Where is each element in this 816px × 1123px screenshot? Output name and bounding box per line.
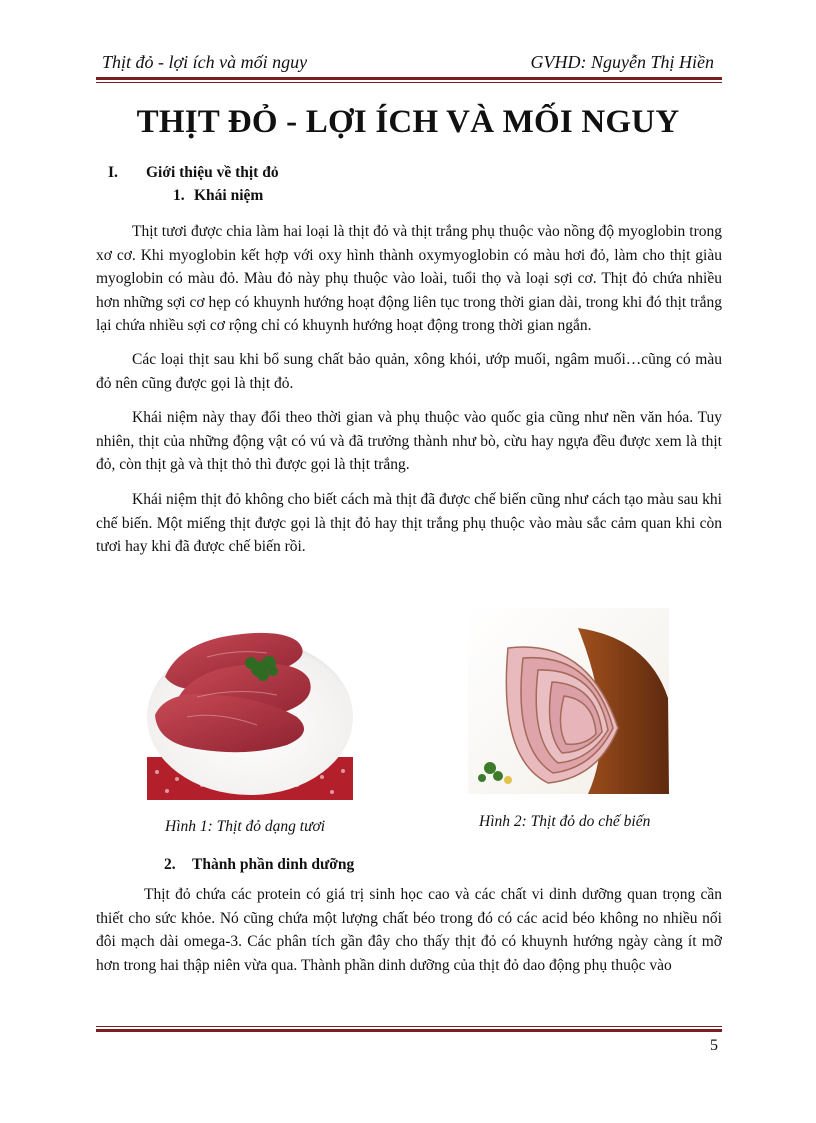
raw-meat-photo: [147, 607, 353, 800]
paragraph: Thịt đỏ chứa các protein có giá trị sinh học cao và các chất vi dinh dưỡng quan trọng cần thiết cho sức khỏe. Nó cũng chứa một lượng chất béo trong đó có các acid béo không no nhiều nối đôi mạch dài omega-3. Các phân tích gần đây cho thấy thịt đỏ có khuynh hướng ngày càng ít mỡ hơn trong hai thập niên vừa qua. Thành phần dinh dưỡng của thịt đỏ dao động phụ thuộc vào: [96, 886, 722, 974]
page-number: 5: [710, 1037, 718, 1054]
processed-ham-photo: [468, 608, 669, 794]
subsection-number: 2.: [164, 856, 176, 873]
footer-rule-thin: [96, 1026, 722, 1027]
footer-rule-thick: [96, 1029, 722, 1032]
section-number: I.: [108, 164, 118, 181]
subsection-number: 1.: [173, 187, 185, 204]
subsection-heading: Khái niệm: [194, 187, 264, 204]
paragraph: Khái niệm thịt đỏ không cho biết cách mà thịt đã được chế biến cũng như cách tạo màu sau khi chế biến. Một miếng thịt được gọi là thịt đỏ hay thịt trắng phụ thuộc vào màu sắc cảm quan khi còn tươi hay khi đã được chế biến rồi.: [96, 491, 722, 555]
figure-caption: Hình 1: Thịt đỏ dạng tươi: [165, 818, 326, 835]
header-rule-thin: [96, 82, 722, 83]
figure-caption: Hình 2: Thịt đỏ do chế biến: [479, 813, 651, 830]
page-title: THỊT ĐỎ - LỢI ÍCH VÀ MỐI NGUY: [136, 104, 680, 140]
header-rule-thick: [96, 77, 722, 80]
page-header: [96, 50, 718, 76]
paragraph: Khái niệm này thay đổi theo thời gian và phụ thuộc vào quốc gia cũng như nền văn hóa. Tuy nhiên, thịt của những động vật có vú và đã trưởng thành như bò, cừu hay ngựa đều được xem là thịt đỏ, còn thịt gà và thịt thỏ thì được gọi là thịt trắng.: [96, 409, 722, 473]
paragraph: Các loại thịt sau khi bổ sung chất bảo quản, xông khói, ướp muối, ngâm muối…cũng có màu đỏ nên cũng được gọi là thịt đỏ.: [96, 351, 722, 392]
paragraph: Thịt tươi được chia làm hai loại là thịt đỏ và thịt trắng phụ thuộc vào nồng độ myoglobin trong xơ cơ. Khi myoglobin kết hợp với oxy hình thành oxymyoglobin có màu hơi đỏ, làm cho thịt giàu myoglobin có màu đỏ. Màu đỏ này phụ thuộc vào loài, tuổi thọ và loại sợi cơ. Thịt đỏ chứa nhiều hơn những sợi cơ hẹp có khuynh hướng hoạt động liên tục trong thời gian dài, trong khi đó thịt trắng lại chứa nhiều sợi cơ rộng chỉ có khuynh hướng hoạt động trong thời gian ngắn.: [96, 223, 722, 334]
header-document-title: Thịt đỏ - lợi ích và mối nguy: [102, 52, 308, 72]
section-heading: Giới thiệu về thịt đỏ: [146, 164, 279, 181]
header-supervisor: GVHD: Nguyễn Thị Hiền: [530, 52, 714, 72]
subsection-heading: Thành phần dinh dưỡng: [192, 856, 355, 873]
